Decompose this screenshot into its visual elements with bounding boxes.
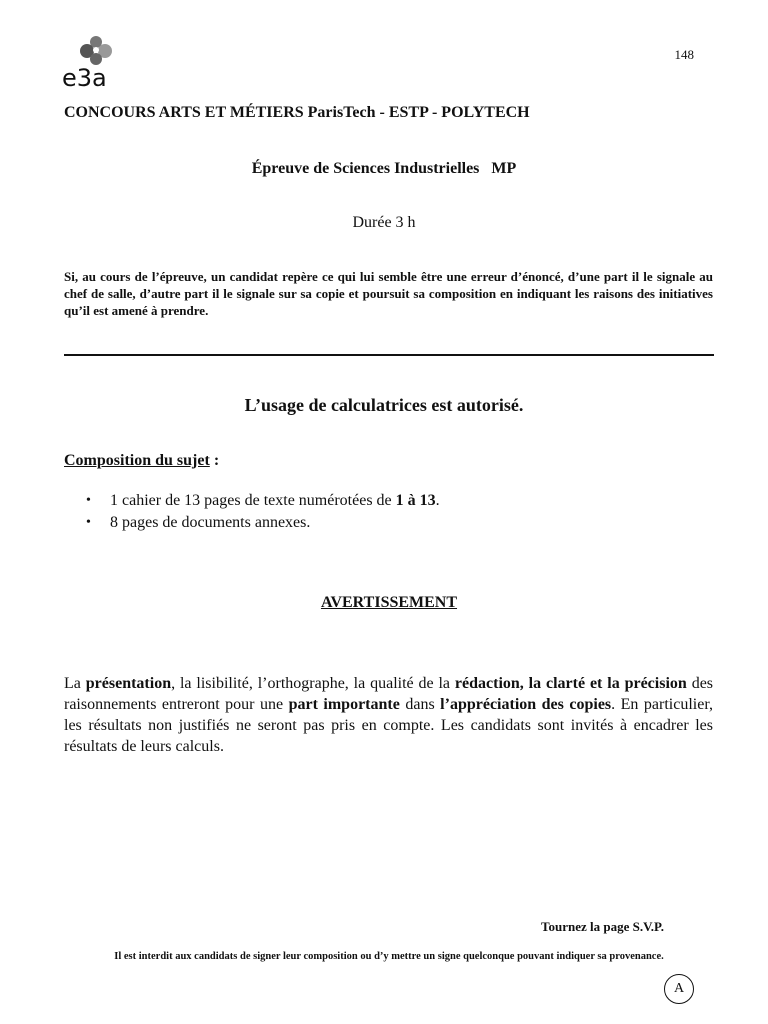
divider: [64, 354, 714, 356]
bullet-icon: •: [86, 515, 91, 530]
e3a-logo: [62, 32, 134, 90]
composition-title: Composition du sujet: [64, 452, 210, 469]
list-item: [86, 490, 440, 512]
text-segment: , la lisibilité, l’orthographe, la qualité de la: [171, 675, 455, 692]
composition-heading: [64, 452, 219, 470]
bold-segment: l’appréciation des copies: [440, 696, 612, 713]
item1-text: 1 cahier de 13 pages de texte numérotées de: [110, 492, 396, 509]
text-segment: La: [64, 675, 86, 692]
bold-segment: présentation: [85, 675, 172, 692]
bullet-icon: •: [86, 493, 91, 508]
turn-page-note: Tournez la page S.V.P.: [541, 919, 665, 934]
version-badge: A: [664, 974, 694, 1004]
calculator-notice: L’usage de calculatrices est autorisé.: [244, 395, 524, 415]
item1-end: .: [435, 492, 440, 509]
warning-paragraph: [64, 673, 713, 757]
error-notice: Si, au cours de l’épreuve, un candidat repère ce qui lui semble être une erreur d’énoncé, d’une part il le signale au chef de salle, d’autre part il le signale sur sa copie et poursuit sa composition en indiquant les raisons des initiatives qu’il est amené à prendre.: [64, 269, 713, 318]
text-segment: des raisonnements entreront pour une: [64, 675, 714, 713]
composition-colon: :: [209, 452, 220, 469]
logo-text: e3a: [62, 64, 107, 90]
item2-text: 8 pages de documents annexes.: [110, 514, 311, 531]
bold-segment: part importante: [288, 696, 400, 713]
list-item: [86, 512, 440, 534]
page-number: 148: [674, 47, 694, 62]
item1-pages: 1 à 13: [395, 492, 436, 509]
exam-title: Épreuve de Sciences Industrielles MP: [251, 160, 517, 177]
bold-segment: rédaction, la clarté et la précision: [454, 675, 687, 692]
text-segment: . En particulier, les résultats non justifiés ne seront pas pris en compte. Les candidats sont invités à encadrer les résultats de leurs calculs.: [64, 696, 714, 755]
warning-title: AVERTISSEMENT: [320, 594, 458, 611]
composition-list: [86, 490, 440, 534]
signature-warning: Il est interdit aux candidats de signer leur composition ou d’y mettre un signe quelconque pouvant indiquer sa provenance.: [114, 951, 664, 962]
contest-title: CONCOURS ARTS ET MÉTIERS ParisTech - ESTP - POLYTECH: [64, 104, 530, 121]
text-segment: dans: [399, 696, 441, 713]
duration: Durée 3 h: [352, 214, 416, 231]
e3a-logo-mark: [62, 32, 134, 90]
